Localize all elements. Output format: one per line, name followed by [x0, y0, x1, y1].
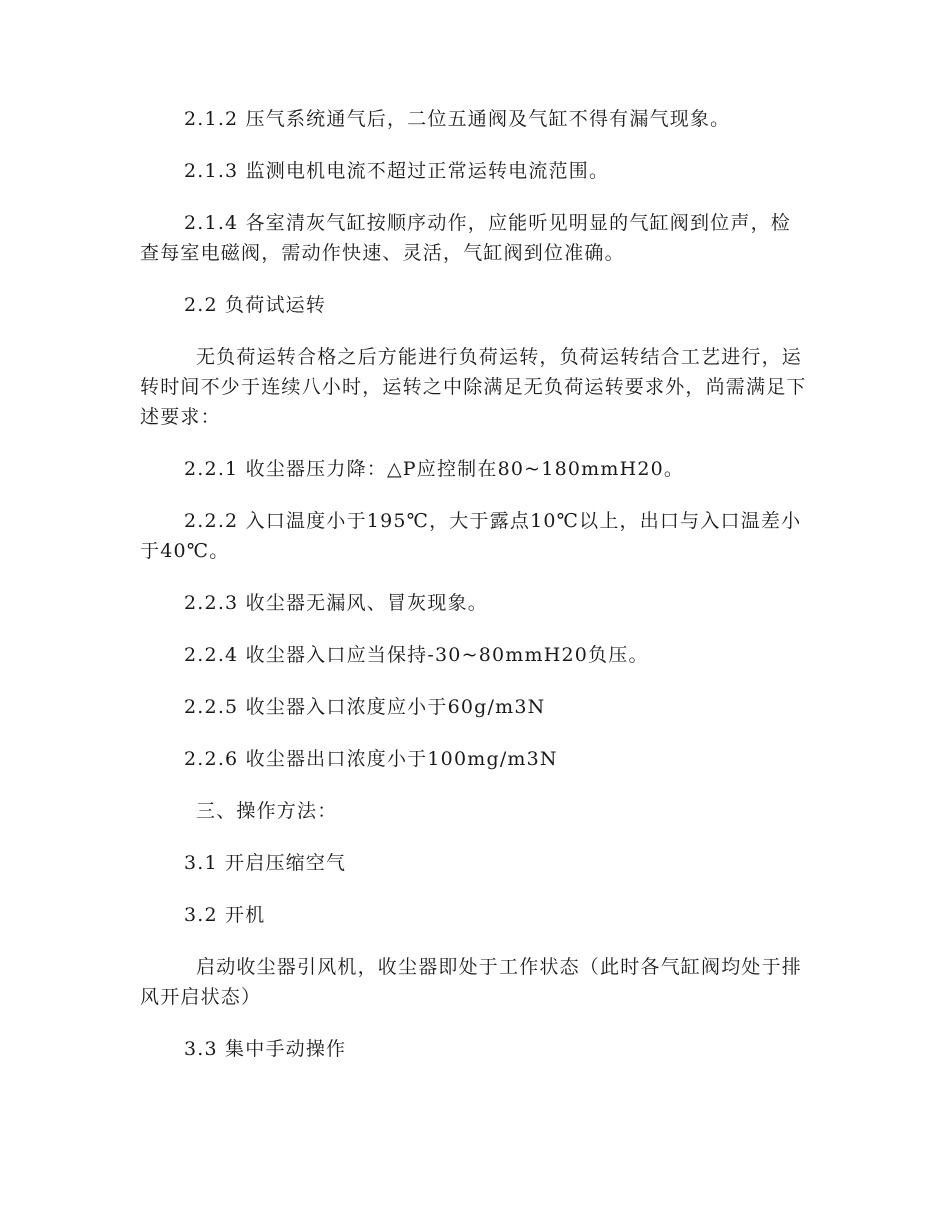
- paragraph-load-run-intro: 无负荷运转合格之后方能进行负荷运转，负荷运转结合工艺进行，运转时间不少于连续八小时，运转之中除满足无负荷运转要求外，尚需满足下述要求：: [140, 346, 807, 428]
- heading-operation-method: 三、操作方法：: [196, 800, 338, 822]
- paragraph-3-2: 3.2 开机: [184, 904, 266, 926]
- paragraph-start-fan: 启动收尘器引风机，收尘器即处于工作状态（此时各气缸阀均处于排风开启状态）: [140, 956, 803, 1008]
- paragraph-2-2-4: 2.2.4 收尘器入口应当保持-30~80mmH20负压。: [184, 644, 649, 666]
- paragraph-3-1: 3.1 开启压缩空气: [184, 852, 347, 874]
- paragraph-2-2-1: 2.2.1 收尘器压力降：△P应控制在80~180mmH20。: [184, 458, 685, 480]
- paragraph-3-3: 3.3 集中手动操作: [184, 1038, 347, 1060]
- paragraph-2-1-3: 2.1.3 监测电机电流不超过正常运转电流范围。: [184, 160, 610, 182]
- document-body: [140, 104, 810, 1086]
- paragraph-2-1-2: 2.1.2 压气系统通气后，二位五通阀及气缸不得有漏气现象。: [184, 108, 731, 130]
- paragraph-2-2-3: 2.2.3 收尘器无漏风、冒灰现象。: [184, 592, 488, 614]
- heading-2-2: 2.2 负荷试运转: [184, 294, 327, 316]
- paragraph-2-1-4: 2.1.4 各室清灰气缸按顺序动作，应能听见明显的气缸阀到位声，检查每室电磁阀，需动作快速、灵活，气缸阀到位准确。: [140, 212, 791, 264]
- paragraph-2-2-2: 2.2.2 入口温度小于195℃，大于露点10℃以上，出口与入口温差小于40℃。: [140, 510, 802, 562]
- paragraph-2-2-6: 2.2.6 收尘器出口浓度小于100mg/m3N: [184, 748, 558, 770]
- paragraph-2-2-5: 2.2.5 收尘器入口浓度应小于60g/m3N: [184, 696, 546, 718]
